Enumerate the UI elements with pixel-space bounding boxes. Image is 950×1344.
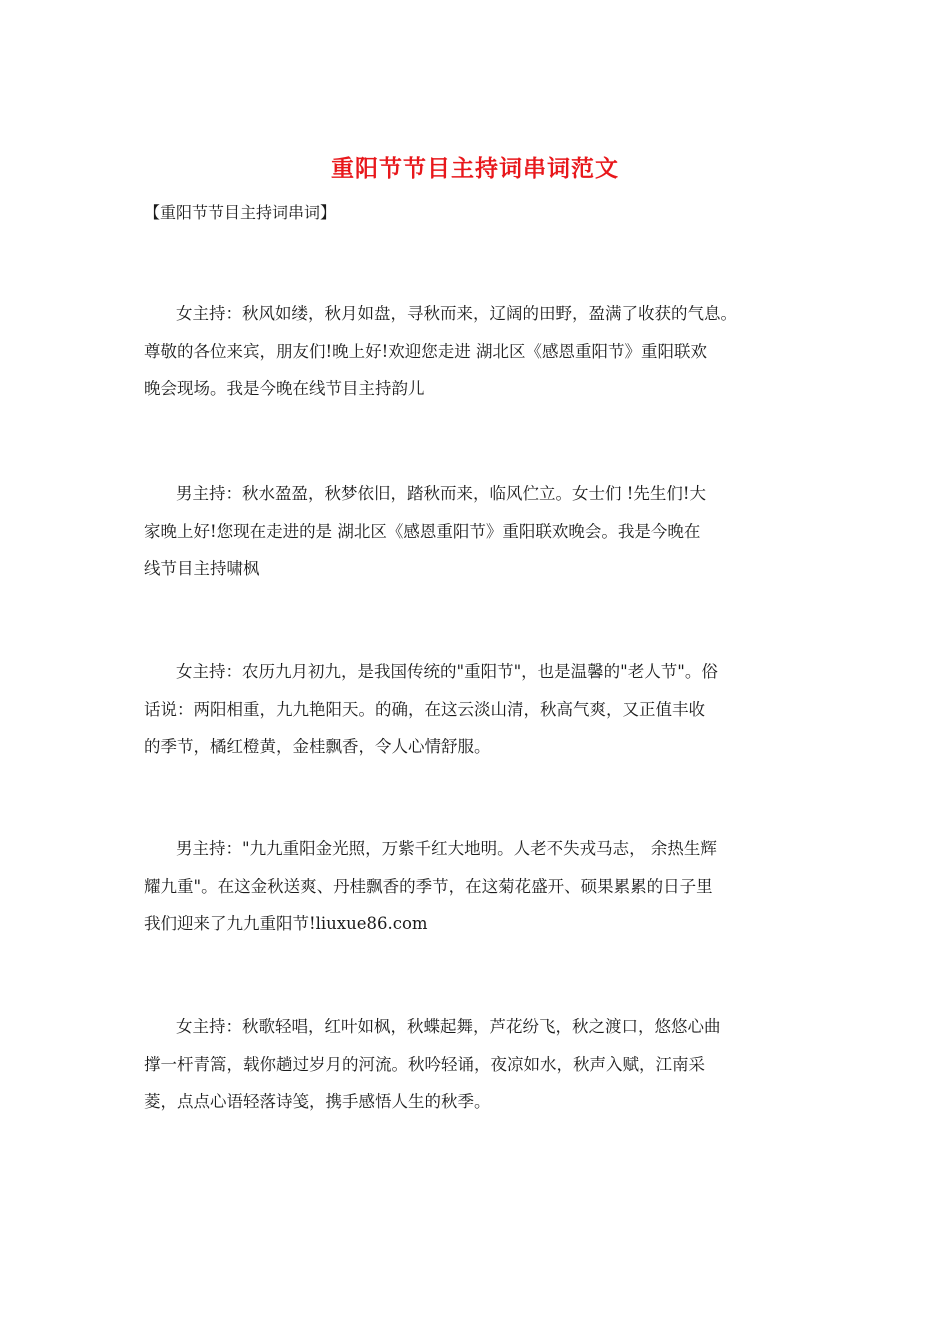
paragraph-4 — [144, 830, 844, 943]
document-title: 重阳节节目主持词串词范文 — [331, 155, 619, 182]
paragraph-line: 撑一杆青篙，载你趟过岁月的河流。秋吟轻诵，夜凉如水，秋声入赋，江南采 — [144, 1054, 705, 1074]
paragraph-line: 尊敬的各位来宾，朋友们!晚上好!欢迎您走进 湖北区《感恩重阳节》重阳联欢 — [144, 341, 708, 361]
paragraph-line: 男主持："九九重阳金光照，万紫千红大地明。人老不失戎马志， 余热生辉 — [176, 839, 717, 858]
paragraph-line: 女主持：秋风如缕，秋月如盘，寻秋而来，辽阔的田野，盈满了收获的气息。 — [176, 304, 737, 323]
paragraph-line: 菱，点点心语轻落诗笺，携手感悟人生的秋季。 — [144, 1092, 491, 1111]
paragraph-line: 我们迎来了九九重阳节!liuxue86.com — [144, 914, 428, 933]
paragraph-line: 耀九重"。在这金秋送爽、丹桂飘香的季节，在这菊花盛开、硕果累累的日子里 — [144, 876, 713, 896]
paragraph-line: 的季节，橘红橙黄，金桂飘香，令人心情舒服。 — [144, 737, 491, 756]
paragraph-2 — [144, 475, 844, 588]
paragraph-line: 女主持：农历九月初九，是我国传统的"重阳节"，也是温馨的"老人节"。俗 — [176, 662, 718, 681]
paragraph-line: 男主持：秋水盈盈，秋梦依旧，踏秋而来，临风伫立。女士们 !先生们!大 — [176, 484, 707, 503]
document-subtitle: 【重阳节节目主持词串词】 — [144, 203, 337, 222]
paragraph-1 — [144, 295, 844, 408]
paragraph-3 — [144, 653, 844, 766]
paragraph-line: 话说：两阳相重，九九艳阳天。的确，在这云淡山清，秋高气爽，又正值丰收 — [144, 699, 705, 719]
paragraph-line: 家晚上好!您现在走进的是 湖北区《感恩重阳节》重阳联欢晚会。我是今晚在 — [144, 521, 701, 541]
paragraph-line: 线节目主持啸枫 — [144, 559, 260, 578]
paragraph-5 — [144, 1008, 844, 1121]
paragraph-line: 女主持：秋歌轻唱，红叶如枫，秋蝶起舞，芦花纷飞，秋之渡口，悠悠心曲 — [176, 1017, 721, 1036]
paragraph-line: 晚会现场。我是今晚在线节目主持韵儿 — [144, 379, 425, 398]
